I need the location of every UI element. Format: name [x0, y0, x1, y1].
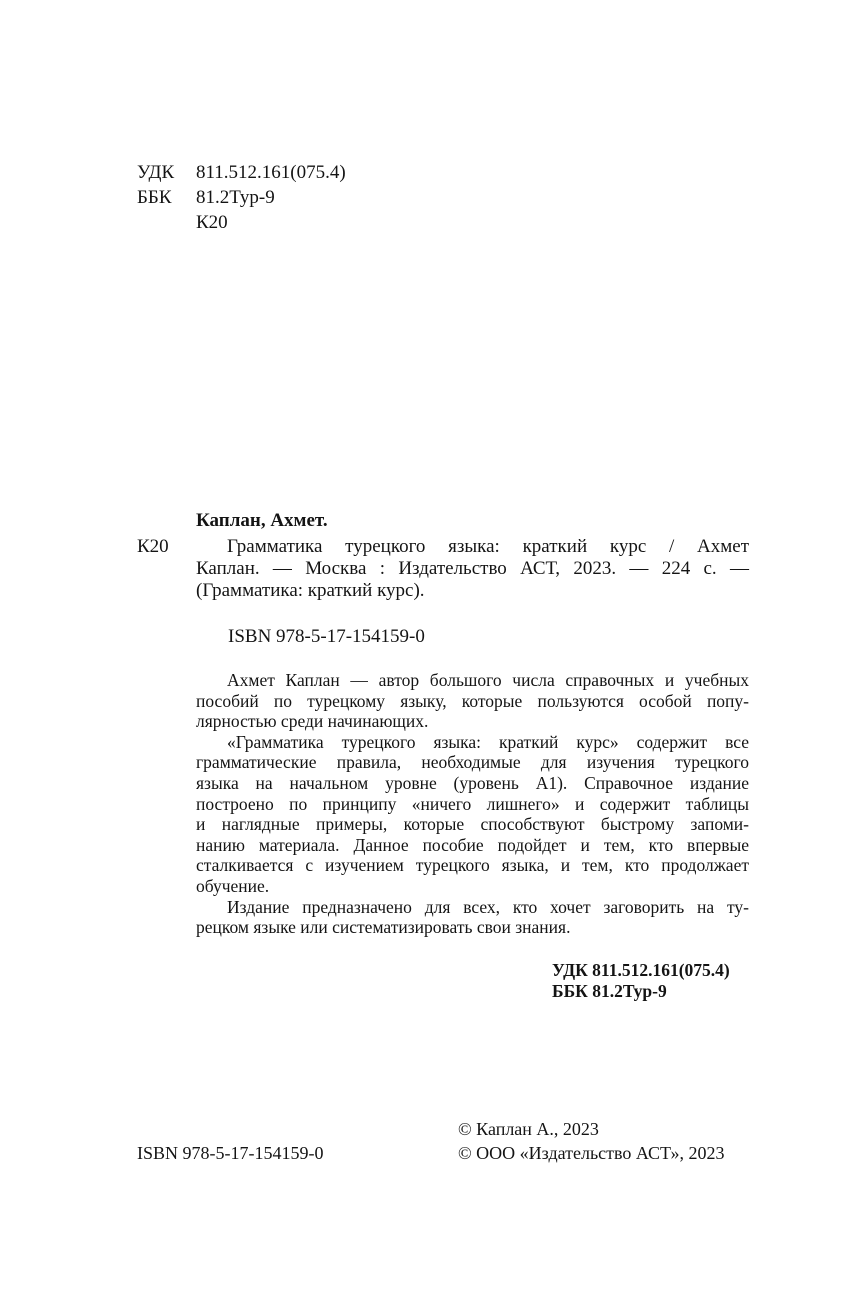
classification-block-bottom: [552, 960, 730, 1002]
bbk-bottom: ББК 81.2Тур-9: [552, 981, 667, 1001]
annotation-line: лярностью среди начинающих.: [196, 711, 429, 732]
bib-line: (Грамматика: краткий курс).: [196, 580, 425, 601]
annotation-line: нанию материала. Данное пособие подойдет и тем, кто впервые: [196, 834, 749, 855]
bib-line: Грамматика турецкого языка: краткий курс / Ахмет: [227, 536, 749, 557]
annotation-line: пособий по турецкому языку, которые пользуются особой попу-: [196, 690, 749, 711]
annotation-line: рецком языке или систематизировать свои знания.: [196, 917, 571, 938]
author-mark: К20: [196, 212, 228, 233]
annotation-line: сталкивается с изучением турецкого языка, и тем, кто продолжает: [196, 855, 749, 876]
annotation-line: и наглядные примеры, которые способствуют быстрому запоми-: [196, 814, 749, 835]
annotation-line: языка на начальном уровне (уровень А1). Справочное издание: [196, 772, 749, 793]
udk-value: 811.512.161(075.4): [196, 162, 346, 183]
author-heading: Каплан, Ахмет.: [196, 510, 328, 531]
isbn-card: ISBN 978-5-17-154159-0: [228, 626, 425, 647]
udk-bottom: УДК 811.512.161(075.4): [552, 960, 730, 980]
annotation-line: грамматические правила, необходимые для изучения турецкого: [196, 752, 749, 773]
annotation-line: Издание предназначено для всех, кто хочет заговорить на ту-: [227, 896, 749, 917]
annotation-line: «Грамматика турецкого языка: краткий курс» содержит все: [227, 731, 749, 752]
isbn-footer: ISBN 978-5-17-154159-0: [137, 1143, 324, 1163]
bibliographic-description: [196, 536, 749, 602]
bbk-value: 81.2Тур-9: [196, 187, 275, 208]
udk-label: УДК: [137, 162, 175, 183]
copyright-author: © Каплан А., 2023: [458, 1119, 599, 1139]
annotation-line: обучение.: [196, 875, 270, 896]
bbk-label: ББК: [137, 187, 172, 208]
card-code: К20: [137, 536, 169, 557]
annotation: [196, 670, 749, 938]
copyright-block: [458, 1117, 725, 1165]
annotation-line: Ахмет Каплан — автор большого числа справочных и учебных: [227, 670, 749, 690]
annotation-line: построено по принципу «ничего лишнего» и содержит таблицы: [196, 793, 749, 814]
copyright-publisher: © ООО «Издательство АСТ», 2023: [458, 1143, 725, 1163]
bib-line: Каплан. — Москва : Издательство АСТ, 2023. — 224 с. —: [196, 558, 749, 579]
